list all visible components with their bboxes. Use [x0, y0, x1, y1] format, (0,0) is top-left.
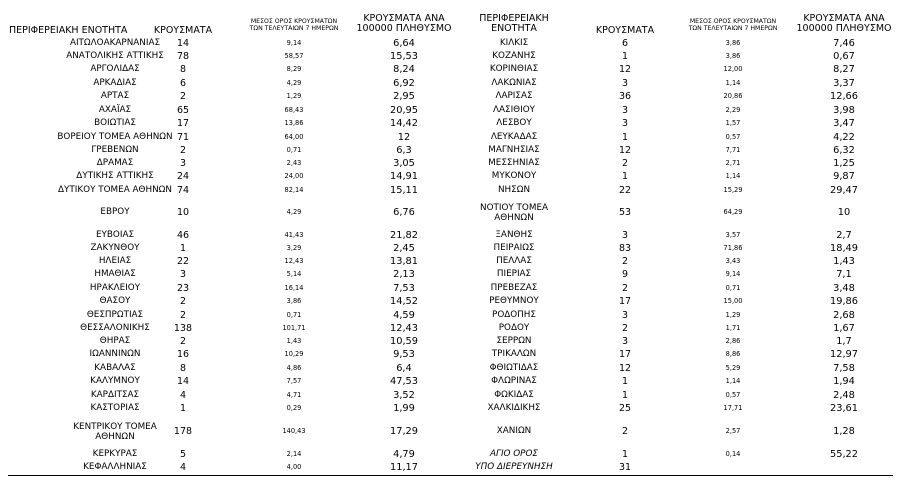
header-region-right: ΠΕΡΙΦΕΡΕΙΑΚΗ ΕΝΟΤΗΤΑ: [479, 13, 549, 35]
left-per-100k-value: 15,11: [389, 185, 419, 196]
left-per-100k-value: 47,53: [389, 376, 419, 387]
right-avg-value: 2,86: [725, 337, 741, 345]
left-avg-value: 10,29: [284, 350, 304, 358]
right-per-100k-value: 3,47: [833, 118, 855, 129]
left-cases-value: 1: [179, 403, 187, 414]
right-avg-value: 2,57: [725, 427, 741, 435]
right-cases-value: 1: [621, 390, 629, 401]
right-cases-value: 83: [618, 243, 632, 254]
right-cases-value: 1: [621, 132, 629, 143]
left-avg-value: 0,71: [286, 311, 302, 319]
right-avg-value: 3,86: [725, 39, 741, 47]
left-cases-value: 78: [176, 51, 190, 62]
left-region-name: ΚΑΡΔΙΤΣΑΣ: [90, 390, 140, 400]
left-region-name: ΑΡΤΑΣ: [100, 91, 130, 101]
left-per-100k-value: 21,82: [389, 230, 419, 241]
left-cases-value: 138: [173, 323, 193, 334]
left-region-name: ΑΡΓΟΛΙΔΑΣ: [90, 64, 140, 74]
left-cases-value: 14: [176, 376, 190, 387]
left-per-100k-value: 13,81: [389, 256, 419, 267]
left-region-name: ΚΑΛΥΜΝΟΥ: [90, 376, 140, 386]
right-avg-value: 1,14: [725, 79, 741, 87]
left-region-name: ΒΟΙΩΤΙΑΣ: [94, 118, 136, 128]
right-cases-value: 9: [621, 269, 629, 280]
right-region-name: ΝΟΤΙΟΥ ΤΟΜΕΑ ΑΘΗΝΩΝ: [479, 203, 549, 224]
right-avg-value: 9,14: [725, 270, 741, 278]
left-per-100k-value: 6,76: [393, 207, 415, 218]
left-per-100k-value: 20,95: [389, 105, 419, 116]
right-region-name: ΛΑΚΩΝΙΑΣ: [491, 78, 537, 88]
right-region-name: ΚΟΖΑΝΗΣ: [492, 51, 536, 61]
left-cases-value: 71: [176, 132, 190, 143]
left-per-100k-value: 6,3: [396, 145, 412, 156]
left-cases-value: 23: [176, 283, 190, 294]
left-cases-value: 10: [176, 207, 190, 218]
header-region-left: ΠΕΡΙΦΕΡΕΙΑΚΗ ΕΝΟΤΗΤΑ: [9, 25, 128, 36]
left-region-name: ΚΕΦΑΛΛΗΝΙΑΣ: [83, 462, 147, 472]
right-per-100k-value: 23,61: [829, 403, 859, 414]
left-cases-value: 65: [176, 105, 190, 116]
header-per-right: ΚΡΟΥΣΜΑΤΑ ΑΝΑ 100000 ΠΛΗΘΥΣΜΟ: [796, 13, 892, 35]
left-avg-value: 0,71: [286, 146, 302, 154]
left-per-100k-value: 4,59: [393, 310, 415, 321]
left-avg-value: 5,14: [286, 270, 302, 278]
left-region-name: ΗΛΕΙΑΣ: [98, 256, 132, 266]
left-per-100k-value: 6,4: [396, 363, 412, 374]
left-per-100k-value: 2,13: [393, 269, 415, 280]
left-avg-value: 64,00: [284, 133, 304, 141]
right-avg-value: 0,57: [725, 133, 741, 141]
header-cases-right: ΚΡΟΥΣΜΑΤΑ: [595, 25, 655, 36]
right-region-name: ΛΑΣΙΘΙΟΥ: [492, 105, 536, 115]
right-region-name: ΜΥΚΟΝΟΥ: [491, 171, 537, 181]
right-cases-value: 12: [618, 64, 632, 75]
right-avg-value: 12,00: [723, 65, 743, 73]
left-per-100k-value: 8,24: [393, 64, 415, 75]
right-avg-value: 0,14: [725, 450, 741, 458]
right-cases-value: 3: [621, 230, 629, 241]
right-per-100k-value: 2,68: [833, 310, 855, 321]
left-cases-value: 6: [179, 78, 187, 89]
right-per-100k-value: 1,94: [833, 376, 855, 387]
right-cases-value: 3: [621, 336, 629, 347]
right-region-name: ΠΕΙΡΑΙΩΣ: [493, 243, 535, 253]
left-region-name: ΘΑΣΟΥ: [99, 296, 131, 306]
left-per-100k-value: 10,59: [389, 336, 419, 347]
right-cases-value: 3: [621, 118, 629, 129]
right-avg-value: 71,86: [723, 244, 743, 252]
left-per-100k-value: 14,42: [389, 118, 419, 129]
right-region-name: ΤΡΙΚΑΛΩΝ: [491, 349, 537, 359]
right-avg-value: 15,29: [723, 186, 743, 194]
right-region-name: ΜΑΓΝΗΣΙΑΣ: [488, 145, 540, 155]
left-cases-value: 2: [179, 310, 187, 321]
left-avg-value: 4,29: [286, 79, 302, 87]
left-cases-value: 2: [179, 336, 187, 347]
right-region-name: ΜΕΣΣΗΝΙΑΣ: [488, 158, 540, 168]
right-cases-value: 1: [621, 51, 629, 62]
left-cases-value: 4: [179, 462, 187, 473]
left-region-name: ΚΕΝΤΡΙΚΟΥ ΤΟΜΕΑ ΑΘΗΝΩΝ: [73, 422, 157, 443]
left-region-name: ΕΒΡΟΥ: [100, 207, 130, 217]
right-avg-value: 0,57: [725, 391, 741, 399]
left-cases-value: 8: [179, 363, 187, 374]
left-per-100k-value: 6,92: [393, 78, 415, 89]
left-avg-value: 3,29: [286, 244, 302, 252]
left-avg-value: 4,71: [286, 391, 302, 399]
left-per-100k-value: 3,05: [393, 158, 415, 169]
right-region-name: ΧΑΝΙΩΝ: [496, 426, 532, 436]
right-cases-value: 25: [618, 403, 632, 414]
left-region-name: ΚΑΒΑΛΑΣ: [94, 363, 136, 373]
right-cases-value: 2: [621, 426, 629, 437]
right-avg-value: 15,00: [723, 297, 743, 305]
right-per-100k-value: 7,1: [836, 269, 852, 280]
right-region-name: ΧΑΛΚΙΔΙΚΗΣ: [487, 403, 541, 413]
right-avg-value: 3,86: [725, 52, 741, 60]
right-avg-value: 5,29: [725, 364, 741, 372]
right-per-100k-value: 2,7: [836, 230, 852, 241]
left-region-name: ΕΥΒΟΙΑΣ: [95, 230, 135, 240]
left-region-name: ΔΥΤΙΚΟΥ ΤΟΜΕΑ ΑΘΗΝΩΝ: [58, 185, 172, 195]
left-region-name: ΑΙΤΩΛΟΑΚΑΡΝΑΝΙΑΣ: [69, 38, 161, 48]
left-avg-value: 41,43: [284, 231, 304, 239]
left-cases-value: 17: [176, 118, 190, 129]
right-cases-value: 2: [621, 323, 629, 334]
left-cases-value: 3: [179, 158, 187, 169]
left-cases-value: 3: [179, 269, 187, 280]
right-cases-value: 1: [621, 376, 629, 387]
left-cases-value: 2: [179, 91, 187, 102]
left-avg-value: 24,00: [284, 172, 304, 180]
left-cases-value: 14: [176, 38, 190, 49]
right-per-100k-value: 3,48: [833, 283, 855, 294]
left-region-name: ΒΟΡΕΙΟΥ ΤΟΜΕΑ ΑΘΗΝΩΝ: [57, 132, 173, 142]
right-per-100k-value: 1,25: [833, 158, 855, 169]
left-per-100k-value: 7,53: [393, 283, 415, 294]
right-per-100k-value: 18,49: [829, 243, 859, 254]
left-region-name: ΔΥΤΙΚΗΣ ΑΤΤΙΚΗΣ: [76, 171, 154, 181]
right-cases-value: 12: [618, 363, 632, 374]
left-avg-value: 16,14: [284, 284, 304, 292]
right-avg-value: 2,71: [725, 159, 741, 167]
left-avg-value: 9,14: [286, 39, 302, 47]
right-per-100k-value: 1,67: [833, 323, 855, 334]
right-region-name: ΡΟΔΟΠΗΣ: [492, 310, 536, 320]
right-cases-value: 17: [618, 296, 632, 307]
right-region-name: ΡΕΘΥΜΝΟΥ: [489, 296, 539, 306]
right-region-name: ΠΕΛΛΑΣ: [496, 256, 532, 266]
right-cases-value: 2: [621, 256, 629, 267]
left-avg-value: 140,43: [282, 427, 306, 435]
left-avg-value: 7,57: [286, 377, 302, 385]
left-avg-value: 4,86: [286, 364, 302, 372]
bottom-rule: [8, 475, 893, 476]
right-cases-value: 3: [621, 78, 629, 89]
left-avg-value: 13,86: [284, 119, 304, 127]
left-region-name: ΙΩΑΝΝΙΝΩΝ: [89, 349, 141, 359]
left-avg-value: 2,14: [286, 450, 302, 458]
left-cases-value: 74: [176, 185, 190, 196]
right-cases-value: 2: [621, 283, 629, 294]
right-cases-value: 17: [618, 349, 632, 360]
left-avg-value: 68,43: [284, 106, 304, 114]
right-per-100k-value: 3,98: [833, 105, 855, 116]
left-region-name: ΘΕΣΣΑΛΟΝΙΚΗΣ: [80, 323, 150, 333]
left-region-name: ΑΡΚΑΔΙΑΣ: [93, 78, 137, 88]
left-cases-value: 5: [179, 449, 187, 460]
right-region-name: ΦΩΚΙΔΑΣ: [494, 390, 534, 400]
right-per-100k-value: 6,32: [833, 145, 855, 156]
left-per-100k-value: 12,43: [389, 323, 419, 334]
right-per-100k-value: 7,46: [833, 38, 855, 49]
left-cases-value: 2: [179, 296, 187, 307]
left-avg-value: 4,00: [286, 463, 302, 471]
left-region-name: ΔΡΑΜΑΣ: [96, 158, 134, 168]
right-per-100k-value: 55,22: [829, 449, 859, 460]
left-region-name: ΖΑΚΥΝΘΟΥ: [90, 243, 140, 253]
right-per-100k-value: 3,37: [833, 78, 855, 89]
right-cases-value: 22: [618, 185, 632, 196]
left-per-100k-value: 4,79: [393, 449, 415, 460]
left-avg-value: 3,86: [286, 297, 302, 305]
left-region-name: ΚΑΣΤΟΡΙΑΣ: [90, 403, 140, 413]
right-avg-value: 3,43: [725, 257, 741, 265]
right-per-100k-value: 2,48: [833, 390, 855, 401]
left-per-100k-value: 2,95: [393, 91, 415, 102]
right-per-100k-value: 1,43: [833, 256, 855, 267]
right-cases-value: 1: [621, 449, 629, 460]
left-region-name: ΑΝΑΤΟΛΙΚΗΣ ΑΤΤΙΚΗΣ: [66, 51, 164, 61]
left-region-name: ΑΧΑΪΑΣ: [98, 105, 132, 115]
right-per-100k-value: 7,58: [833, 363, 855, 374]
right-avg-value: 2,29: [725, 106, 741, 114]
left-avg-value: 0,29: [286, 404, 302, 412]
left-per-100k-value: 6,64: [393, 38, 415, 49]
left-region-name: ΘΗΡΑΣ: [99, 336, 131, 346]
right-cases-value: 2: [621, 158, 629, 169]
left-avg-value: 82,14: [284, 186, 304, 194]
right-per-100k-value: 12,66: [829, 91, 859, 102]
right-cases-value: 12: [618, 145, 632, 156]
left-per-100k-value: 14,52: [389, 296, 419, 307]
right-region-name: ΞΑΝΘΗΣ: [495, 230, 533, 240]
right-avg-value: 1,14: [725, 377, 741, 385]
left-avg-value: 4,29: [286, 208, 302, 216]
right-cases-value: 31: [618, 462, 632, 473]
left-per-100k-value: 15,53: [389, 51, 419, 62]
right-region-name: ΦΛΩΡΙΝΑΣ: [491, 376, 537, 386]
left-cases-value: 2: [179, 145, 187, 156]
header-per-left: ΚΡΟΥΣΜΑΤΑ ΑΝΑ 100000 ΠΛΗΘΥΣΜΟ: [356, 13, 452, 35]
right-cases-value: 53: [618, 207, 632, 218]
header-avg-right: ΜΕΣΟΣ ΟΡΟΣ ΚΡΟΥΣΜΑΤΩΝ ΤΩΝ ΤΕΛΕΥΤΑΙΩΝ 7 ΗΜΕΡΩΝ: [688, 18, 778, 33]
right-region-name: ΑΓΙΟ ΟΡΟΣ: [490, 449, 538, 459]
right-region-name: ΡΟΔΟΥ: [498, 323, 530, 333]
right-avg-value: 20,86: [723, 92, 743, 100]
right-region-name: ΚΙΛΚΙΣ: [499, 38, 529, 48]
right-region-name: ΛΑΡΙΣΑΣ: [495, 91, 533, 101]
right-avg-value: 8,86: [725, 350, 741, 358]
right-per-100k-value: 12,97: [829, 349, 859, 360]
right-avg-value: 17,71: [723, 404, 743, 412]
left-cases-value: 8: [179, 64, 187, 75]
left-cases-value: 16: [176, 349, 190, 360]
left-avg-value: 8,29: [286, 65, 302, 73]
right-region-name: ΥΠΟ ΔΙΕΡΕΥΝΗΣΗ: [475, 462, 553, 472]
right-avg-value: 1,29: [725, 311, 741, 319]
left-per-100k-value: 17,29: [389, 426, 419, 437]
left-region-name: ΚΕΡΚΥΡΑΣ: [92, 449, 138, 459]
left-cases-value: 178: [173, 426, 193, 437]
right-per-100k-value: 19,86: [829, 296, 859, 307]
left-per-100k-value: 2,45: [393, 243, 415, 254]
right-cases-value: 3: [621, 105, 629, 116]
right-region-name: ΠΡΕΒΕΖΑΣ: [490, 283, 538, 293]
right-cases-value: 6: [621, 38, 629, 49]
left-per-100k-value: 14,91: [389, 171, 419, 182]
right-per-100k-value: 9,87: [833, 171, 855, 182]
right-avg-value: 1,14: [725, 172, 741, 180]
left-per-100k-value: 3,52: [393, 390, 415, 401]
right-avg-value: 1,71: [725, 324, 741, 332]
right-avg-value: 3,57: [725, 231, 741, 239]
left-per-100k-value: 1,99: [393, 403, 415, 414]
right-avg-value: 7,71: [725, 146, 741, 154]
right-cases-value: 3: [621, 310, 629, 321]
left-avg-value: 101,71: [282, 324, 306, 332]
left-region-name: ΘΕΣΠΡΩΤΙΑΣ: [86, 310, 144, 320]
left-cases-value: 22: [176, 256, 190, 267]
right-cases-value: 1: [621, 171, 629, 182]
left-avg-value: 2,43: [286, 159, 302, 167]
left-cases-value: 1: [179, 243, 187, 254]
left-per-100k-value: 11,17: [389, 462, 419, 473]
right-per-100k-value: 1,7: [836, 336, 852, 347]
right-per-100k-value: 0,67: [833, 51, 855, 62]
left-per-100k-value: 12: [397, 132, 411, 143]
left-avg-value: 58,57: [284, 52, 304, 60]
right-region-name: ΝΗΣΩΝ: [497, 185, 531, 195]
right-per-100k-value: 1,28: [833, 426, 855, 437]
left-avg-value: 1,43: [286, 337, 302, 345]
header-cases-left: ΚΡΟΥΣΜΑΤΑ: [153, 25, 213, 36]
right-per-100k-value: 8,27: [833, 64, 855, 75]
right-per-100k-value: 10: [837, 207, 851, 218]
left-avg-value: 1,29: [286, 92, 302, 100]
left-cases-value: 4: [179, 390, 187, 401]
left-cases-value: 46: [176, 230, 190, 241]
right-per-100k-value: 4,22: [833, 132, 855, 143]
right-region-name: ΣΕΡΡΩΝ: [496, 336, 532, 346]
left-per-100k-value: 9,53: [393, 349, 415, 360]
left-region-name: ΓΡΕΒΕΝΩΝ: [91, 145, 139, 155]
right-per-100k-value: 29,47: [829, 185, 859, 196]
left-region-name: ΗΜΑΘΙΑΣ: [94, 269, 136, 279]
right-avg-value: 0,71: [725, 284, 741, 292]
right-region-name: ΛΕΥΚΑΔΑΣ: [490, 132, 538, 142]
right-region-name: ΠΙΕΡΙΑΣ: [496, 269, 532, 279]
header-avg-left: ΜΕΣΟΣ ΟΡΟΣ ΚΡΟΥΣΜΑΤΩΝ ΤΩΝ ΤΕΛΕΥΤΑΙΩΝ 7 ΗΜΕΡΩΝ: [249, 18, 339, 33]
right-region-name: ΦΘΙΩΤΙΔΑΣ: [489, 363, 539, 373]
right-region-name: ΚΟΡΙΝΘΙΑΣ: [489, 64, 539, 74]
right-avg-value: 64,29: [723, 208, 743, 216]
left-cases-value: 24: [176, 171, 190, 182]
left-avg-value: 12,43: [284, 257, 304, 265]
right-avg-value: 1,57: [725, 119, 741, 127]
right-region-name: ΛΕΣΒΟΥ: [496, 118, 532, 128]
right-cases-value: 36: [618, 91, 632, 102]
left-region-name: ΗΡΑΚΛΕΙΟΥ: [89, 283, 141, 293]
